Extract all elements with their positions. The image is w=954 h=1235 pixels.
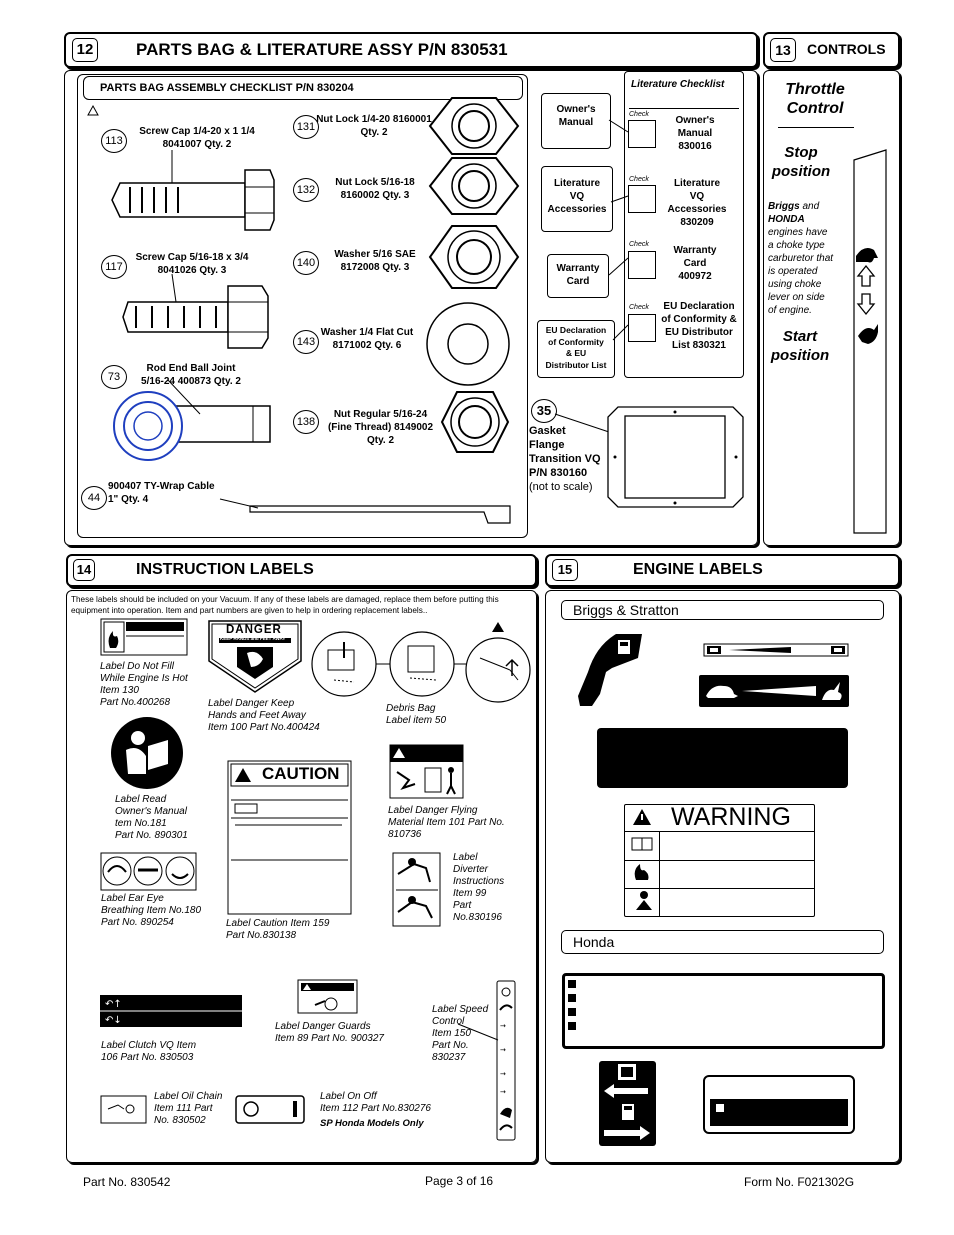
danger-word: DANGER	[226, 624, 282, 636]
honda-onoff-label	[703, 1075, 855, 1134]
label-danger-flying-text: Label Danger Flying Material Item 101 Part No. 810736	[388, 805, 505, 840]
choke-note: Briggs and HONDA engines have a choke type carburetor that is operated using choke lever on side of engine.	[768, 201, 834, 316]
section-13-header	[763, 32, 900, 68]
svg-text:↶↑: ↶↑	[105, 999, 122, 1010]
washer-140-icon	[430, 224, 520, 290]
warning-triangle-icon	[88, 106, 98, 115]
item-143-number: 143	[293, 330, 319, 354]
read-owners-manual-label-icon	[110, 716, 186, 792]
footer-page-number: Page 3 of 16	[425, 1174, 494, 1188]
exhaust-person-icon	[632, 890, 654, 912]
literature-connector-lines	[609, 120, 633, 350]
label-danger-guards-text: Label Danger Guards Item 89 Part No. 900327	[275, 1021, 384, 1044]
throttle-control-title: Throttle Control	[785, 81, 845, 117]
item-140-number: 140	[293, 251, 319, 275]
ty-wrap-cable-icon	[220, 495, 515, 530]
stop-position-label: Stop position	[771, 144, 831, 180]
literature-checklist-title: Literature Checklist	[631, 79, 725, 90]
briggs-choke-label-icon	[703, 643, 849, 657]
honda-tab: Honda	[561, 930, 884, 954]
section-12-title: PARTS BAG & LITERATURE ASSY P/N 830531	[136, 40, 508, 59]
svg-text:↶↓: ↶↓	[105, 1015, 122, 1026]
warranty-card-box: Warranty Card	[547, 254, 609, 298]
owners-manual-entry: Owner's Manual 830016	[675, 115, 715, 152]
briggs-black-label	[597, 728, 848, 788]
gasket-flange-icon	[555, 402, 745, 512]
footer-part-number: Part No. 830542	[83, 1175, 171, 1189]
label-ear-eye-text: Label Ear Eye Breathing Item No.180 Part No. 890254	[101, 893, 202, 928]
speed-control-label-icon	[496, 980, 516, 1142]
warning-word: WARNING	[671, 803, 791, 831]
briggs-fuel-label-icon	[576, 632, 646, 708]
svg-text:→: →	[500, 1088, 506, 1096]
do-not-fill-label-icon	[100, 618, 190, 658]
danger-guards-label-icon	[297, 979, 359, 1015]
label-oil-chain-text: Label Oil Chain Item 111 Part No. 830502	[154, 1091, 223, 1126]
footer-form-number: Form No. F021302G	[744, 1175, 855, 1189]
honda-checklist-bullets	[568, 980, 580, 1040]
item-132-text: Nut Lock 5/16-18 8160002 Qty. 3	[335, 177, 415, 201]
gasket-text: Gasket Flange Transition VQ P/N 830160	[529, 425, 601, 479]
screw-cap-117-icon	[120, 284, 275, 349]
screw-cap-113-icon	[110, 165, 275, 235]
clutch-vq-label-icon	[99, 994, 244, 1028]
section-12-number: 12	[72, 38, 98, 62]
label-caution-text: Label Caution Item 159 Part No.830138	[226, 918, 330, 941]
owners-manual-box: Owner's Manual	[541, 93, 611, 149]
washer-143-icon	[423, 302, 513, 386]
item-44-number: 44	[81, 486, 107, 510]
label-on-off-note: SP Honda Models Only	[320, 1118, 424, 1129]
section-13-number: 13	[770, 38, 796, 62]
item-138-text: Nut Regular 5/16-24 (Fine Thread) 8149002 Qty. 2	[327, 409, 434, 446]
item-140-text: Washer 5/16 SAE 8172008 Qty. 3	[334, 249, 416, 273]
label-do-not-fill-text: Label Do Not Fill While Engine Is Hot Item 130 Part No.400268	[100, 661, 188, 708]
section-15-header	[545, 554, 900, 587]
svg-text:→: →	[500, 1070, 506, 1078]
honda-checklist-label	[562, 973, 885, 1049]
read-manual-icon	[631, 836, 653, 852]
diverter-instructions-label-icon	[392, 852, 442, 928]
nut-lock-131-icon	[430, 96, 520, 156]
checklist-title: PARTS BAG ASSEMBLY CHECKLIST P/N 830204	[100, 82, 354, 94]
item-117-number: 117	[101, 255, 127, 279]
warranty-card-entry: Warranty Card 400972	[673, 245, 717, 282]
nut-regular-138-icon	[440, 390, 510, 454]
item-117-text: Screw Cap 5/16-18 x 3/4 8041026 Qty. 3	[135, 252, 249, 276]
throttle-control-icon	[848, 148, 893, 538]
eu-declaration-box: EU Declaration of Conformity & EU Distributor List	[537, 320, 615, 378]
section-15-title: ENGINE LABELS	[633, 561, 763, 578]
section-14-intro: These labels should be included on your Vacuum. If any of these labels are damaged, replace them before putting this equipment into operation. Item and part numbers are given to help in ordering replacement labels..	[71, 595, 499, 615]
oil-chain-label-icon	[100, 1095, 148, 1125]
rod-end-ball-joint-icon	[108, 388, 273, 463]
section-12-header	[64, 32, 758, 68]
on-off-label-icon	[235, 1095, 307, 1125]
nut-lock-132-icon	[430, 156, 520, 216]
label-on-off-text: Label On Off Item 112 Part No.830276	[320, 1091, 431, 1114]
eu-declaration-entry: EU Declaration of Conformity & EU Distributor List 830321	[661, 301, 737, 351]
briggs-stratton-tab: Briggs & Stratton	[561, 600, 884, 620]
section-15-number: 15	[552, 559, 578, 581]
label-diverter-text: Label Diverter Instructions Item 99 Part No.830196	[453, 852, 505, 923]
label-danger-keep-hands-text: Label Danger Keep Hands and Feet Away Item 100 Part No.400424	[208, 698, 320, 733]
briggs-throttle-label-icon	[698, 674, 850, 708]
gasket-note: (not to scale)	[529, 481, 593, 493]
label-speed-control-text: Label Speed Control Item 150 Part No. 830237	[432, 1004, 489, 1063]
label-clutch-text: Label Clutch VQ Item 106 Part No. 830503	[101, 1040, 197, 1063]
literature-vq-entry: Literature VQ Accessories 830209	[667, 178, 727, 228]
svg-text:→: →	[500, 1046, 506, 1054]
danger-flying-material-label-icon	[389, 744, 465, 800]
warning-triangle-icon	[632, 808, 652, 826]
item-44-text: 900407 TY-Wrap Cable 1" Qty. 4	[108, 481, 215, 505]
item-138-number: 138	[293, 410, 319, 434]
honda-choke-fuel-label-icon	[598, 1060, 658, 1148]
section-14-number: 14	[73, 559, 95, 581]
item-131-number: 131	[293, 115, 319, 139]
caution-word: CAUTION	[262, 764, 340, 783]
ear-eye-breathing-label-icon	[100, 852, 198, 892]
section-14-title: INSTRUCTION LABELS	[136, 561, 314, 578]
section-13-title: CONTROLS	[807, 41, 886, 57]
item-35-number: 35	[531, 399, 557, 423]
label-read-manual-text: Label Read Owner's Manual tem No.181 Part No. 890301	[115, 794, 188, 841]
item-131-text: Nut Lock 1/4-20 8160001 Qty. 2	[316, 114, 432, 138]
fire-icon	[632, 862, 654, 882]
danger-subtext: KEEP HANDS and FEET AWAY	[220, 636, 286, 641]
item-113-text: Screw Cap 1/4-20 x 1 1/4 8041007 Qty. 2	[139, 126, 255, 150]
start-position-label: Start position	[770, 328, 830, 364]
item-132-number: 132	[293, 178, 319, 202]
svg-text:→: →	[500, 1022, 506, 1030]
item-143-text: Washer 1/4 Flat Cut 8171002 Qty. 6	[320, 327, 414, 351]
section-14-header	[66, 554, 537, 587]
label-debris-bag-text: Debris Bag Label item 50	[386, 703, 447, 726]
item-73-text: Rod End Ball Joint 5/16-24 400873 Qty. 2	[141, 363, 241, 387]
item-73-number: 73	[101, 365, 127, 389]
literature-vq-box: Literature VQ Accessories	[541, 166, 613, 232]
item-113-number: 113	[101, 129, 127, 153]
